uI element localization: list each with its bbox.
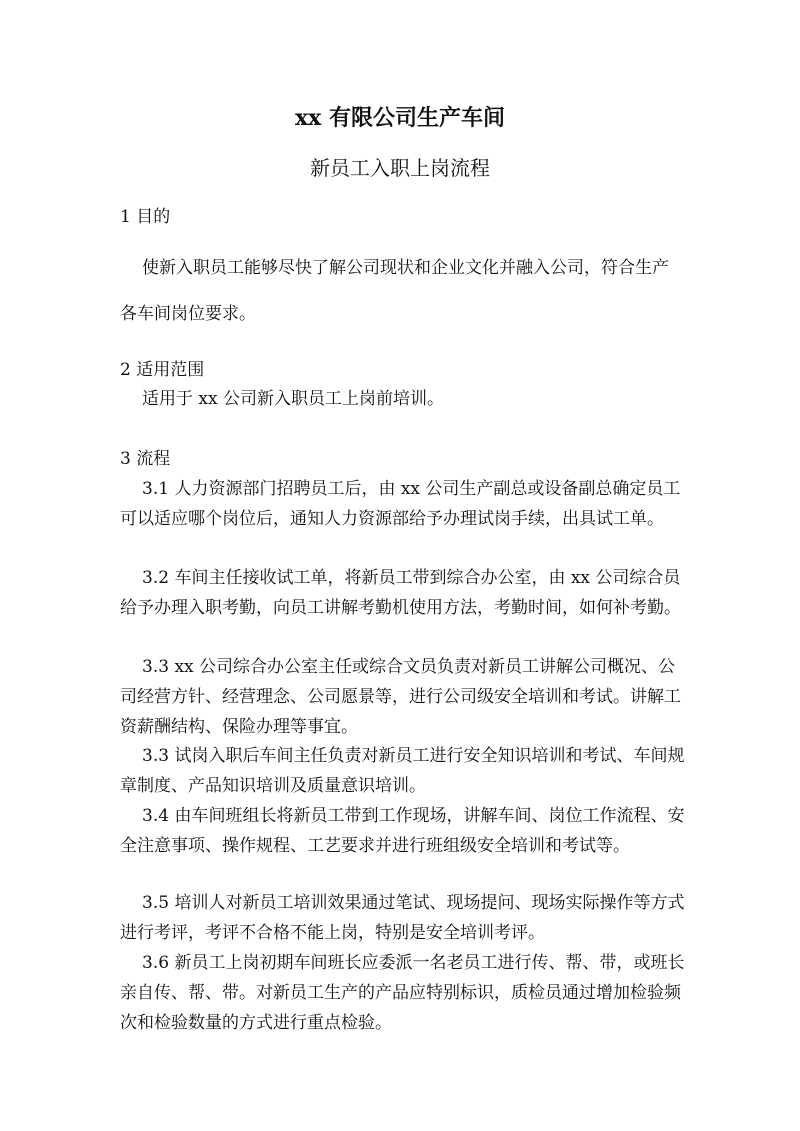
section-heading-process: 3 流程 <box>120 449 171 469</box>
section-text-purpose: 使新入职员工能够尽快了解公司现状和企业文化并融入公司，符合生产各车间岗位要求。 <box>120 258 669 324</box>
section-heading-purpose: 1 目的 <box>120 207 171 227</box>
process-step: 3.3 试岗入职后车间主任负责对新员工进行安全知识培训和考试、车间规章制度、产品知识培训及质量意识培训。 <box>120 746 685 796</box>
process-step: 3.4 由车间班组长将新员工带到工作现场，讲解车间、岗位工作流程、安全注意事项、操作规程、工艺要求并进行班组级安全培训和考试等。 <box>120 806 685 856</box>
document-title: xx 有限公司生产车间 <box>295 105 505 131</box>
process-step: 3.6 新员工上岗初期车间班长应委派一名老员工进行传、帮、带，或班长亲自传、帮、带。对新员工生产的产品应特别标识，质检员通过增加检验频次和检验数量的方式进行重点检验。 <box>120 953 685 1033</box>
section-heading-scope: 2 适用范围 <box>120 360 205 380</box>
process-step: 3.1 人力资源部门招聘员工后，由 xx 公司生产副总或设备副总确定员工可以适应哪个岗位后，通知人力资源部给予办理试岗手续，出具试工单。 <box>120 479 681 529</box>
document-subtitle: 新员工入职上岗流程 <box>310 156 490 180</box>
process-step: 3.5 培训人对新员工培训效果通过笔试、现场提问、现场实际操作等方式进行考评，考评不合格不能上岗，特别是安全培训考评。 <box>120 893 685 943</box>
process-step: 3.3 xx 公司综合办公室主任或综合文员负责对新员工讲解公司概况、公司经营方针、经营理念、公司愿景等，进行公司级安全培训和考试。讲解工资薪酬结构、保险办理等事宜。 <box>120 657 681 737</box>
process-step: 3.2 车间主任接收试工单，将新员工带到综合办公室，由 xx 公司综合员给予办理入职考勤，向员工讲解考勤机使用方法，考勤时间，如何补考勤。 <box>120 568 681 618</box>
section-text-scope: 适用于 xx 公司新入职员工上岗前培训。 <box>142 389 444 409</box>
